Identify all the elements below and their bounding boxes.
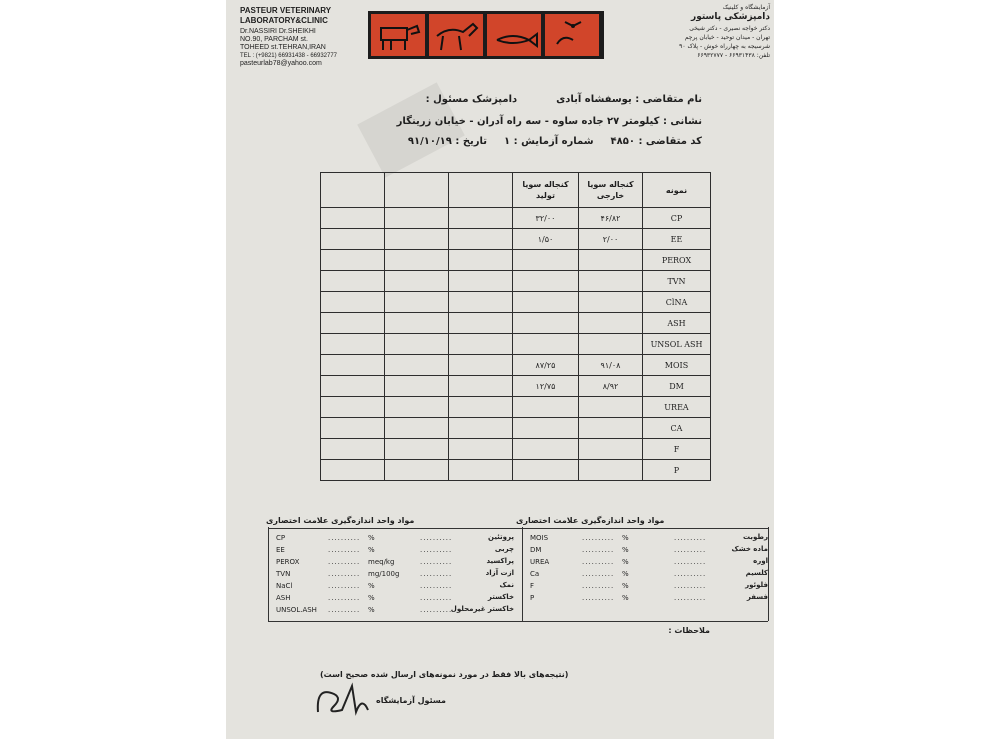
code-value: ۴۸۵۰ (610, 136, 635, 147)
empty-cell (321, 397, 385, 418)
domestic-soy-value (513, 334, 579, 355)
sample-name: CA (643, 418, 711, 439)
lab-report-sheet (226, 0, 774, 739)
empty-cell (449, 460, 513, 481)
material-name: کلسیم (745, 569, 768, 577)
empty-cell (321, 208, 385, 229)
units-box-divider (522, 527, 523, 621)
domestic-soy-value (513, 397, 579, 418)
empty-cell (449, 418, 513, 439)
unit-measure: % (622, 534, 629, 542)
dotted-leader: .......... (328, 570, 361, 578)
dotted-leader: .......... (420, 546, 453, 554)
unit-abbreviation: MOIS (530, 534, 549, 542)
vet-label: دامپزشک مسئول : (425, 94, 518, 105)
logo-panel-3 (487, 14, 541, 56)
empty-cell (385, 229, 449, 250)
address-row (397, 116, 702, 127)
material-name: پراکسید (486, 557, 514, 565)
lab-fa-line4: تهران - میدان توحید - خیابان پرچم (684, 34, 770, 41)
logo-panel-4 (545, 14, 599, 56)
empty-cell (321, 439, 385, 460)
empty-cell (449, 313, 513, 334)
empty-cell (321, 271, 385, 292)
dotted-leader: .......... (582, 546, 615, 554)
empty-cell (385, 271, 449, 292)
foreign-soy-value: ۹۱/۰۸ (579, 355, 643, 376)
unit-measure: % (622, 558, 629, 566)
empty-cell (321, 355, 385, 376)
lab-doctors: Dr.NASSIRI Dr.SHEIKHI (240, 28, 316, 35)
dotted-leader: .......... (420, 558, 453, 566)
dotted-leader: .......... (420, 570, 453, 578)
material-name: خاکستر غیرمحلول (450, 605, 514, 613)
material-name: پروتئین (488, 533, 514, 541)
code-label: کد متقاضی : (638, 136, 702, 147)
dotted-leader: .......... (582, 594, 615, 602)
foreign-soy-value (579, 397, 643, 418)
empty-cell (385, 355, 449, 376)
dotted-leader: .......... (420, 606, 453, 614)
unit-abbreviation: NaCl (276, 582, 293, 590)
empty-cell (321, 313, 385, 334)
unit-abbreviation: CP (276, 534, 286, 542)
results-row (321, 229, 711, 250)
units-box-divider (268, 527, 269, 621)
empty-cell (449, 250, 513, 271)
foreign-soy-value: ۴۶/۸۲ (579, 208, 643, 229)
header-right (616, 4, 770, 66)
empty-header-cell (321, 173, 385, 208)
empty-cell (321, 460, 385, 481)
lab-fa-line6: تلفن: ۶۶۹۳۱۴۳۸ - ۶۶۹۳۲۷۷۷ (697, 52, 770, 59)
header-left (240, 6, 370, 66)
dotted-leader: .......... (674, 570, 707, 578)
results-header-row (321, 173, 711, 208)
logo-banner (368, 11, 604, 59)
dotted-leader: .......... (582, 570, 615, 578)
empty-cell (385, 460, 449, 481)
material-name: ازت آزاد (485, 569, 514, 577)
results-row (321, 250, 711, 271)
address-value: کیلومتر ۲۷ جاده ساوه - سه راه آدران - خیابان زرینگار (396, 116, 660, 127)
sample-name: CP (643, 208, 711, 229)
empty-cell (321, 376, 385, 397)
unit-abbreviation: UREA (530, 558, 550, 566)
col-domestic-soy-header: کنجاله سویا تولید (513, 173, 579, 208)
unit-abbreviation: TVN (276, 570, 291, 578)
animal-fish-icon (487, 14, 541, 56)
domestic-soy-value: ۸۷/۲۵ (513, 355, 579, 376)
lab-email: pasteurlab78@yahoo.com (240, 60, 322, 67)
foreign-soy-value (579, 271, 643, 292)
empty-cell (385, 334, 449, 355)
lab-fa-line2: دامپزشکی پاستور (691, 12, 770, 22)
logo-panel-2 (429, 14, 483, 56)
date-label: تاریخ : (455, 136, 488, 147)
unit-measure: % (368, 534, 375, 542)
sample-name: ClNA (643, 292, 711, 313)
sample-name: TVN (643, 271, 711, 292)
foreign-soy-value (579, 334, 643, 355)
animal-cow-icon (371, 14, 425, 56)
results-row (321, 313, 711, 334)
dotted-leader: .......... (328, 558, 361, 566)
empty-cell (385, 418, 449, 439)
dotted-leader: .......... (582, 534, 615, 542)
lab-address1: NO.90, PARCHAM st. (240, 36, 308, 43)
empty-cell (449, 397, 513, 418)
manager-signature (312, 676, 376, 720)
material-name: نمک (499, 581, 514, 589)
results-table (320, 172, 711, 481)
date-value: ۹۱/۱۰/۱۹ (407, 136, 452, 147)
empty-cell (385, 292, 449, 313)
empty-cell (449, 208, 513, 229)
material-name: رطوبت (742, 533, 768, 541)
lab-manager-label: مسئول آزمایشگاه (376, 696, 446, 705)
domestic-soy-value (513, 418, 579, 439)
empty-cell (449, 376, 513, 397)
lab-name-line2: LABORATORY&CLINIC (240, 16, 328, 25)
results-row (321, 439, 711, 460)
results-row (321, 271, 711, 292)
unit-abbreviation: P (530, 594, 535, 602)
empty-cell (385, 313, 449, 334)
dotted-leader: .......... (674, 582, 707, 590)
unit-abbreviation: F (530, 582, 535, 590)
empty-cell (321, 418, 385, 439)
foreign-soy-value: ۸/۹۲ (579, 376, 643, 397)
lab-name-line1: PASTEUR VETERINARY (240, 6, 332, 15)
sample-name: F (643, 439, 711, 460)
disclaimer-text: (نتیجه‌های بالا فقط در مورد نمونه‌های ارسال شده صحیح است) (320, 670, 569, 679)
foreign-soy-value (579, 292, 643, 313)
sample-name: MOIS (643, 355, 711, 376)
dotted-leader: .......... (328, 546, 361, 554)
domestic-soy-value (513, 313, 579, 334)
sample-name: ASH (643, 313, 711, 334)
dotted-leader: .......... (674, 558, 707, 566)
empty-cell (449, 439, 513, 460)
unit-abbreviation: ASH (276, 594, 291, 602)
unit-measure: % (622, 594, 629, 602)
empty-cell (321, 250, 385, 271)
foreign-soy-value (579, 460, 643, 481)
dotted-leader: .......... (328, 582, 361, 590)
unit-measure: % (368, 546, 375, 554)
empty-cell (385, 208, 449, 229)
dotted-leader: .......... (674, 534, 707, 542)
units-box-divider (768, 527, 769, 621)
domestic-soy-value (513, 271, 579, 292)
unit-abbreviation: DM (530, 546, 542, 554)
empty-cell (449, 271, 513, 292)
animal-horse-icon (429, 14, 483, 56)
foreign-soy-value (579, 313, 643, 334)
dotted-leader: .......... (328, 534, 361, 542)
dotted-leader: .......... (674, 546, 707, 554)
col-sample-header: نمونه (643, 173, 711, 208)
sample-name: PEROX (643, 250, 711, 271)
results-row (321, 418, 711, 439)
domestic-soy-value (513, 250, 579, 271)
test-number-value: ۱ (504, 136, 511, 147)
sample-name: UREA (643, 397, 711, 418)
empty-cell (321, 334, 385, 355)
results-row (321, 292, 711, 313)
domestic-soy-value: ۱۲/۷۵ (513, 376, 579, 397)
domestic-soy-value (513, 460, 579, 481)
logo-panel-1 (371, 14, 425, 56)
test-number-label: شماره آزمایش : (513, 136, 594, 147)
applicant-label: نام متقاضی : (635, 94, 702, 105)
empty-cell (385, 439, 449, 460)
domestic-soy-value: ۱/۵۰ (513, 229, 579, 250)
empty-header-cell (385, 173, 449, 208)
dotted-leader: .......... (420, 594, 453, 602)
applicant-value: یوسفشاه آبادی (556, 94, 632, 105)
results-row (321, 334, 711, 355)
material-name: اوره (753, 557, 768, 565)
units-header-right: مواد واحد اندازه‌گیری علامت اختصاری (516, 516, 665, 525)
unit-measure: % (622, 582, 629, 590)
code-row (408, 136, 702, 147)
unit-measure: % (368, 606, 375, 614)
empty-cell (385, 397, 449, 418)
foreign-soy-value: ۲/۰۰ (579, 229, 643, 250)
col-foreign-soy-header: کنجاله سویا خارجی (579, 173, 643, 208)
results-row (321, 460, 711, 481)
remarks-label: ملاحظات : (668, 626, 710, 635)
material-name: فلوئور (745, 581, 768, 589)
unit-abbreviation: EE (276, 546, 285, 554)
unit-measure: % (368, 582, 375, 590)
material-name: فسفر (746, 593, 768, 601)
dotted-leader: .......... (582, 582, 615, 590)
dotted-leader: .......... (420, 534, 453, 542)
sample-name: UNSOL ASH (643, 334, 711, 355)
material-name: ماده خشک (731, 545, 768, 553)
lab-telephone: TEL : (+9821) 66931438 - 66932777 (240, 53, 338, 59)
lab-fa-line5: شرسیجه به چهارراه خوش - پلاک ۹۰ (679, 43, 770, 50)
results-row (321, 397, 711, 418)
lab-fa-line1: آزمایشگاه و کلینیک (722, 4, 770, 11)
unit-abbreviation: PEROX (276, 558, 300, 566)
units-header-left: مواد واحد اندازه‌گیری علامت اختصاری (266, 516, 415, 525)
unit-measure: mg/100g (368, 570, 400, 578)
dotted-leader: .......... (582, 558, 615, 566)
material-name: چربی (494, 545, 514, 553)
domestic-soy-value (513, 439, 579, 460)
empty-cell (385, 250, 449, 271)
unit-abbreviation: UNSOL.ASH (276, 606, 317, 614)
empty-cell (321, 292, 385, 313)
domestic-soy-value (513, 292, 579, 313)
dotted-leader: .......... (328, 594, 361, 602)
sample-name: EE (643, 229, 711, 250)
animal-bird-icon (545, 14, 599, 56)
empty-cell (449, 229, 513, 250)
dotted-leader: .......... (420, 582, 453, 590)
empty-cell (385, 376, 449, 397)
results-row (321, 355, 711, 376)
unit-measure: % (622, 546, 629, 554)
foreign-soy-value (579, 418, 643, 439)
unit-measure: % (622, 570, 629, 578)
domestic-soy-value: ۳۲/۰۰ (513, 208, 579, 229)
empty-cell (321, 229, 385, 250)
sample-name: P (643, 460, 711, 481)
empty-header-cell (449, 173, 513, 208)
results-row (321, 208, 711, 229)
dotted-leader: .......... (674, 594, 707, 602)
empty-cell (449, 292, 513, 313)
foreign-soy-value (579, 439, 643, 460)
sample-name: DM (643, 376, 711, 397)
unit-abbreviation: Ca (530, 570, 540, 578)
empty-cell (449, 334, 513, 355)
applicant-row (426, 94, 702, 105)
empty-cell (449, 355, 513, 376)
results-row (321, 376, 711, 397)
dotted-leader: .......... (328, 606, 361, 614)
material-name: خاکستر (487, 593, 514, 601)
lab-fa-line3: دکتر خواجه نصیری - دکتر شیخی (689, 25, 770, 32)
unit-measure: % (368, 594, 375, 602)
lab-address2: TOHEED st.TEHRAN,IRAN (240, 44, 326, 51)
foreign-soy-value (579, 250, 643, 271)
address-label: نشانی : (662, 116, 702, 127)
unit-measure: meq/kg (368, 558, 395, 566)
